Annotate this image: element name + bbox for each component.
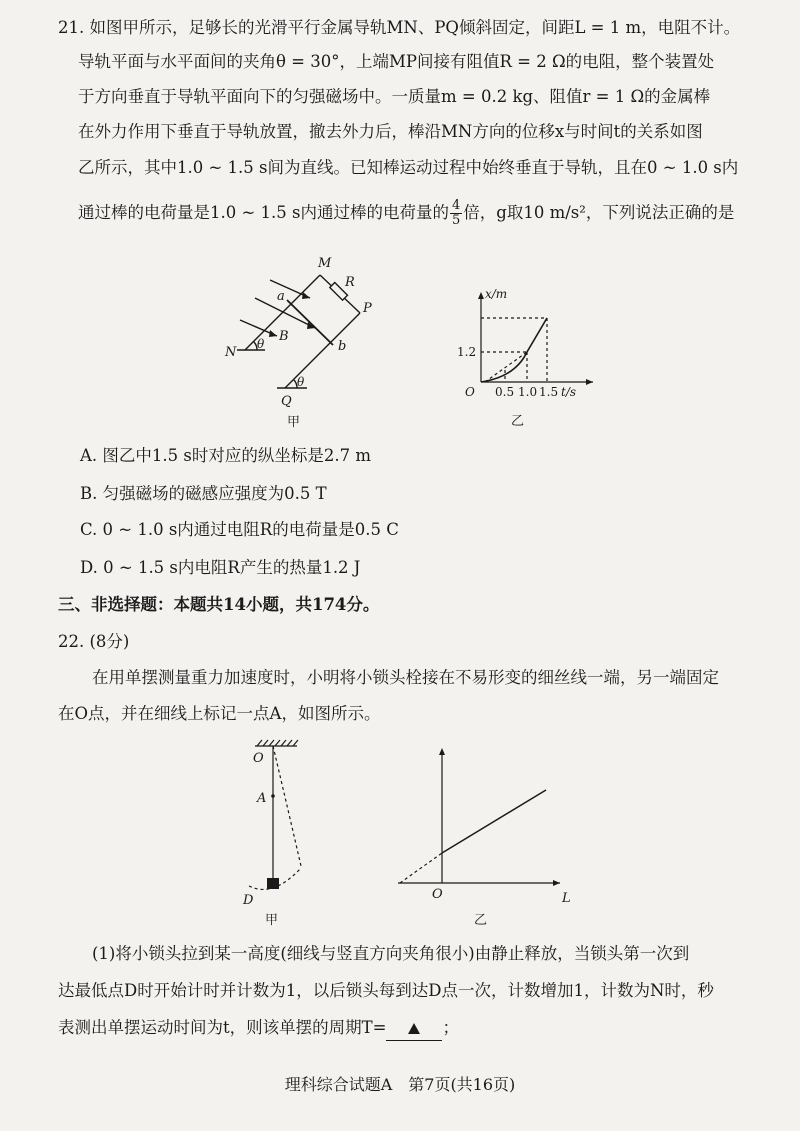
label-p: P bbox=[363, 301, 372, 316]
q22-y-arrowhead bbox=[439, 748, 445, 755]
option-c: C. 0 ~ 1.0 s内通过电阻R的电荷量是0.5 C bbox=[80, 520, 399, 539]
label-b-field: B bbox=[279, 329, 289, 344]
q22-part1-line-3 bbox=[58, 1016, 459, 1041]
fraction-denominator: 5 bbox=[452, 213, 461, 228]
q22-figure-yi bbox=[390, 738, 590, 938]
q21-figure-jia bbox=[215, 250, 395, 430]
q22-part1-line-3-end: ； bbox=[442, 1018, 459, 1037]
pendulum-label-d: D bbox=[243, 893, 254, 908]
q22-part1-line-1: (1)将小锁头拉到某一高度(细线与竖直方向夹角很小)由静止释放，当锁头第一次到 bbox=[92, 944, 690, 963]
label-b: b bbox=[338, 339, 347, 354]
fraction-four-fifths bbox=[450, 199, 462, 228]
field-arrow-2 bbox=[255, 298, 315, 328]
origin-label: O bbox=[465, 385, 475, 399]
label-m: M bbox=[318, 256, 332, 271]
label-a: a bbox=[277, 289, 285, 304]
q21-line-6 bbox=[78, 199, 734, 228]
q22-intro-1: 在用单摆测量重力加速度时，小明将小锁头栓接在不易形变的细丝线一端，另一端固定 bbox=[92, 668, 719, 687]
page-footer: 理科综合试题A 第7页(共16页) bbox=[284, 1075, 516, 1094]
q22-part1-line-3-text: 表测出单摆运动时间为t，则该单摆的周期T= bbox=[58, 1018, 387, 1037]
triangle-icon bbox=[408, 1023, 420, 1034]
pendulum-label-o: O bbox=[253, 751, 264, 766]
x-t-curve bbox=[481, 318, 547, 382]
field-arrowhead-3 bbox=[302, 292, 310, 299]
q22-x-arrowhead bbox=[553, 880, 560, 886]
figure-caption-yi: 乙 bbox=[511, 414, 525, 429]
lock-weight bbox=[267, 878, 279, 889]
q22-part1-line-2: 达最低点D时开始计时并计数为1，以后锁头每到达D点一次，计数增加1，计数为N时，秒 bbox=[58, 981, 714, 1000]
x-arrowhead bbox=[586, 379, 593, 385]
metal-bar-ab bbox=[287, 300, 333, 345]
y-axis-label: x/m bbox=[485, 287, 508, 301]
guide-diagonal bbox=[485, 352, 527, 382]
x-axis-label: t/s bbox=[561, 385, 577, 399]
x-tick-1-5: 1.5 bbox=[539, 385, 559, 399]
label-theta-2: θ bbox=[297, 375, 305, 389]
option-a: A. 图乙中1.5 s时对应的纵坐标是2.7 m bbox=[80, 446, 371, 465]
y-arrowhead bbox=[478, 292, 484, 299]
swung-string bbox=[273, 746, 301, 866]
pendulum-label-a: A bbox=[257, 791, 267, 806]
graph-x-label: L bbox=[562, 891, 571, 906]
y-tick-1-2: 1.2 bbox=[457, 345, 477, 359]
option-b: B. 匀强磁场的磁感应强度为0.5 T bbox=[80, 484, 327, 503]
q22-figure-jia bbox=[235, 738, 325, 938]
q21-line-3: 于方向垂直于导轨平面向下的匀强磁场中。一质量m = 0.2 kg、阻值r = 1 Ω的金属棒 bbox=[78, 87, 711, 106]
label-n: N bbox=[225, 345, 237, 360]
q22-header: 22. (8分) bbox=[58, 632, 130, 651]
graph-origin-label: O bbox=[432, 887, 443, 902]
graph-line bbox=[442, 790, 546, 853]
label-theta-1: θ bbox=[257, 337, 265, 351]
q21-figure-yi bbox=[455, 282, 605, 432]
mark-a-dot bbox=[271, 794, 275, 798]
section-3-heading: 三、非选择题：本题共14小题，共174分。 bbox=[58, 595, 380, 614]
q21-line-6-before: 通过棒的电荷量是1.0 ~ 1.5 s内通过棒的电荷量的 bbox=[78, 203, 450, 222]
q22-intro-2: 在O点，并在细线上标记一点A，如图所示。 bbox=[58, 704, 381, 723]
x-tick-0-5: 0.5 bbox=[495, 385, 515, 399]
option-d: D. 0 ~ 1.5 s内电阻R产生的热量1.2 J bbox=[80, 558, 361, 577]
q21-line-5: 乙所示，其中1.0 ~ 1.5 s间为直线。已知棒运动过程中始终垂直于导轨，且在0 ~ 1.0 s内 bbox=[78, 158, 739, 177]
q21-line-1: 21. 如图甲所示，足够长的光滑平行金属导轨MN、PQ倾斜固定，间距L = 1 m，电阻不计。 bbox=[58, 18, 741, 37]
answer-blank bbox=[386, 1016, 442, 1041]
q21-line-6-after: 倍，g取10 m/s²，下列说法正确的是 bbox=[463, 203, 735, 222]
ceiling-hatch bbox=[257, 740, 298, 746]
graph-caption: 乙 bbox=[474, 913, 488, 928]
q21-line-2: 导轨平面与水平面间的夹角θ = 30°，上端MP间接有阻值R = 2 Ω的电阻，整个装置处 bbox=[78, 52, 715, 71]
graph-extension bbox=[400, 853, 442, 883]
label-r: R bbox=[345, 275, 355, 290]
x-tick-1-0: 1.0 bbox=[518, 385, 538, 399]
label-q: Q bbox=[281, 394, 292, 409]
field-arrowhead-1 bbox=[269, 330, 277, 337]
pendulum-caption: 甲 bbox=[265, 913, 279, 928]
q21-line-4: 在外力作用下垂直于导轨放置，撤去外力后，棒沿MN方向的位移x与时间t的关系如图 bbox=[78, 122, 703, 141]
fraction-numerator: 4 bbox=[452, 198, 461, 213]
figure-caption-jia: 甲 bbox=[287, 415, 301, 430]
